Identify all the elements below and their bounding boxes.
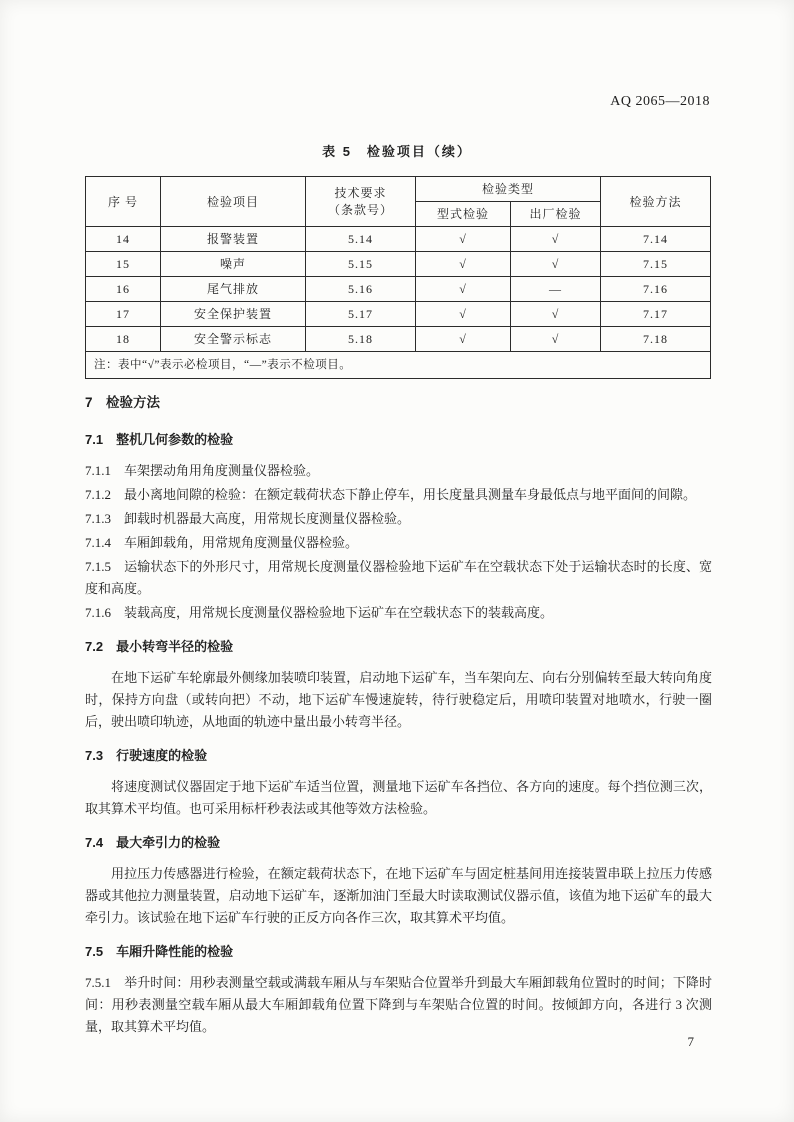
col-header-method: 检验方法: [601, 177, 711, 227]
col-header-requirement-line2: （条款号）: [327, 202, 393, 217]
cell-model-check: √: [416, 327, 511, 352]
section-7-4-heading: 7.4 最大牵引力的检验: [85, 835, 221, 850]
section-7-1-heading: 7.1 整机几何参数的检验: [85, 432, 234, 447]
clause-7-5-1: 7.5.1 举升时间：用秒表测量空载或满载车厢从与车架贴合位置举升到最大车厢卸载角位置时的时间；下降时间：用秒表测量空载车厢从最大车厢卸载角位置下降到与车架贴合位置的时间。按倾卸方向，各进行 3 次测量，取其算术平均值。: [85, 975, 712, 1034]
cell-method: 7.15: [601, 252, 711, 277]
document-body: [85, 392, 712, 1040]
table-row: [86, 252, 711, 277]
section-7-heading: 7 检验方法: [85, 395, 161, 410]
section-7-4-paragraph: 用拉压力传感器进行检验，在额定载荷状态下，在地下运矿车与固定桩基间用连接装置串联上拉压力传感器或其他拉力测量装置，启动地下运矿车，逐渐加油门至最大时读取测试仪器示值，该值为地下运矿车的最大牵引力。该试验在地下运矿车行驶的正反方向各作三次，取其算术平均值。: [85, 866, 712, 925]
col-header-type-factory: 出厂检验: [511, 202, 601, 227]
clause-7-1-1: 7.1.1 车架摆动角用角度测量仪器检验。: [85, 463, 320, 478]
cell-item: 安全保护装置: [161, 302, 306, 327]
cell-seq: 17: [86, 302, 161, 327]
section-7-3-paragraph: 将速度测试仪器固定于地下运矿车适当位置，测量地下运矿车各挡位、各方向的速度。每个挡位测三次，取其算术平均值。也可采用标杆秒表法或其他等效方法检验。: [85, 779, 712, 816]
cell-seq: 15: [86, 252, 161, 277]
table-row: [86, 327, 711, 352]
section-7-3-heading: 7.3 行驶速度的检验: [85, 748, 208, 763]
col-header-requirement: [306, 177, 416, 227]
cell-requirement: 5.14: [306, 227, 416, 252]
clause-7-1-5: 7.1.5 运输状态下的外形尺寸，用常规长度测量仪器检验地下运矿车在空载状态下处于运输状态时的长度、宽度和高度。: [85, 559, 712, 596]
cell-seq: 16: [86, 277, 161, 302]
cell-model-check: √: [416, 252, 511, 277]
table-row: [86, 277, 711, 302]
table-note: 注：表中“√”表示必检项目，“—”表示不检项目。: [86, 352, 711, 379]
cell-item: 报警装置: [161, 227, 306, 252]
cell-requirement: 5.15: [306, 252, 416, 277]
col-header-type-model: 型式检验: [416, 202, 511, 227]
cell-factory-check: √: [511, 302, 601, 327]
cell-method: 7.16: [601, 277, 711, 302]
cell-factory-check: √: [511, 227, 601, 252]
cell-item: 安全警示标志: [161, 327, 306, 352]
cell-method: 7.14: [601, 227, 711, 252]
table-header-row-1: [86, 177, 711, 202]
cell-factory-check: √: [511, 327, 601, 352]
cell-requirement: 5.18: [306, 327, 416, 352]
clause-7-1-2: 7.1.2 最小离地间隙的检验：在额定载荷状态下静止停车，用长度量具测量车身最低点与地平面间的间隙。: [85, 487, 697, 502]
cell-seq: 14: [86, 227, 161, 252]
inspection-items-table: [85, 176, 711, 379]
cell-item: 尾气排放: [161, 277, 306, 302]
cell-model-check: √: [416, 277, 511, 302]
table-note-row: [86, 352, 711, 379]
clause-7-1-3: 7.1.3 卸载时机器最大高度，用常规长度测量仪器检验。: [85, 511, 411, 526]
table-title: 表 5 检验项目（续）: [322, 144, 472, 159]
table-row: [86, 227, 711, 252]
cell-model-check: √: [416, 302, 511, 327]
cell-model-check: √: [416, 227, 511, 252]
col-header-inspection-type: 检验类型: [416, 177, 601, 202]
table-row: [86, 302, 711, 327]
page-number: 7: [687, 1034, 694, 1049]
section-7-5-heading: 7.5 车厢升降性能的检验: [85, 944, 234, 959]
standard-number: AQ 2065—2018: [610, 94, 710, 109]
cell-method: 7.17: [601, 302, 711, 327]
cell-seq: 18: [86, 327, 161, 352]
cell-item: 噪声: [161, 252, 306, 277]
cell-factory-check: √: [511, 252, 601, 277]
cell-factory-check: —: [511, 277, 601, 302]
section-7-2-paragraph: 在地下运矿车轮廓最外侧缘加装喷印装置，启动地下运矿车，当车架向左、向右分别偏转至最大转向角度时，保持方向盘（或转向把）不动，地下运矿车慢速旋转，待行驶稳定后，用喷印装置对地喷水，行驶一圈后，驶出喷印轨迹，从地面的轨迹中量出最小转弯半径。: [85, 670, 712, 729]
col-header-item: 检验项目: [161, 177, 306, 227]
col-header-seq: 序 号: [86, 177, 161, 227]
col-header-requirement-line1: 技术要求: [334, 185, 387, 200]
cell-requirement: 5.17: [306, 302, 416, 327]
clause-7-1-6: 7.1.6 装载高度，用常规长度测量仪器检验地下运矿车在空载状态下的装载高度。: [85, 605, 554, 620]
clause-7-1-4: 7.1.4 车厢卸载角，用常规角度测量仪器检验。: [85, 535, 359, 550]
cell-method: 7.18: [601, 327, 711, 352]
section-7-2-heading: 7.2 最小转弯半径的检验: [85, 639, 234, 654]
cell-requirement: 5.16: [306, 277, 416, 302]
